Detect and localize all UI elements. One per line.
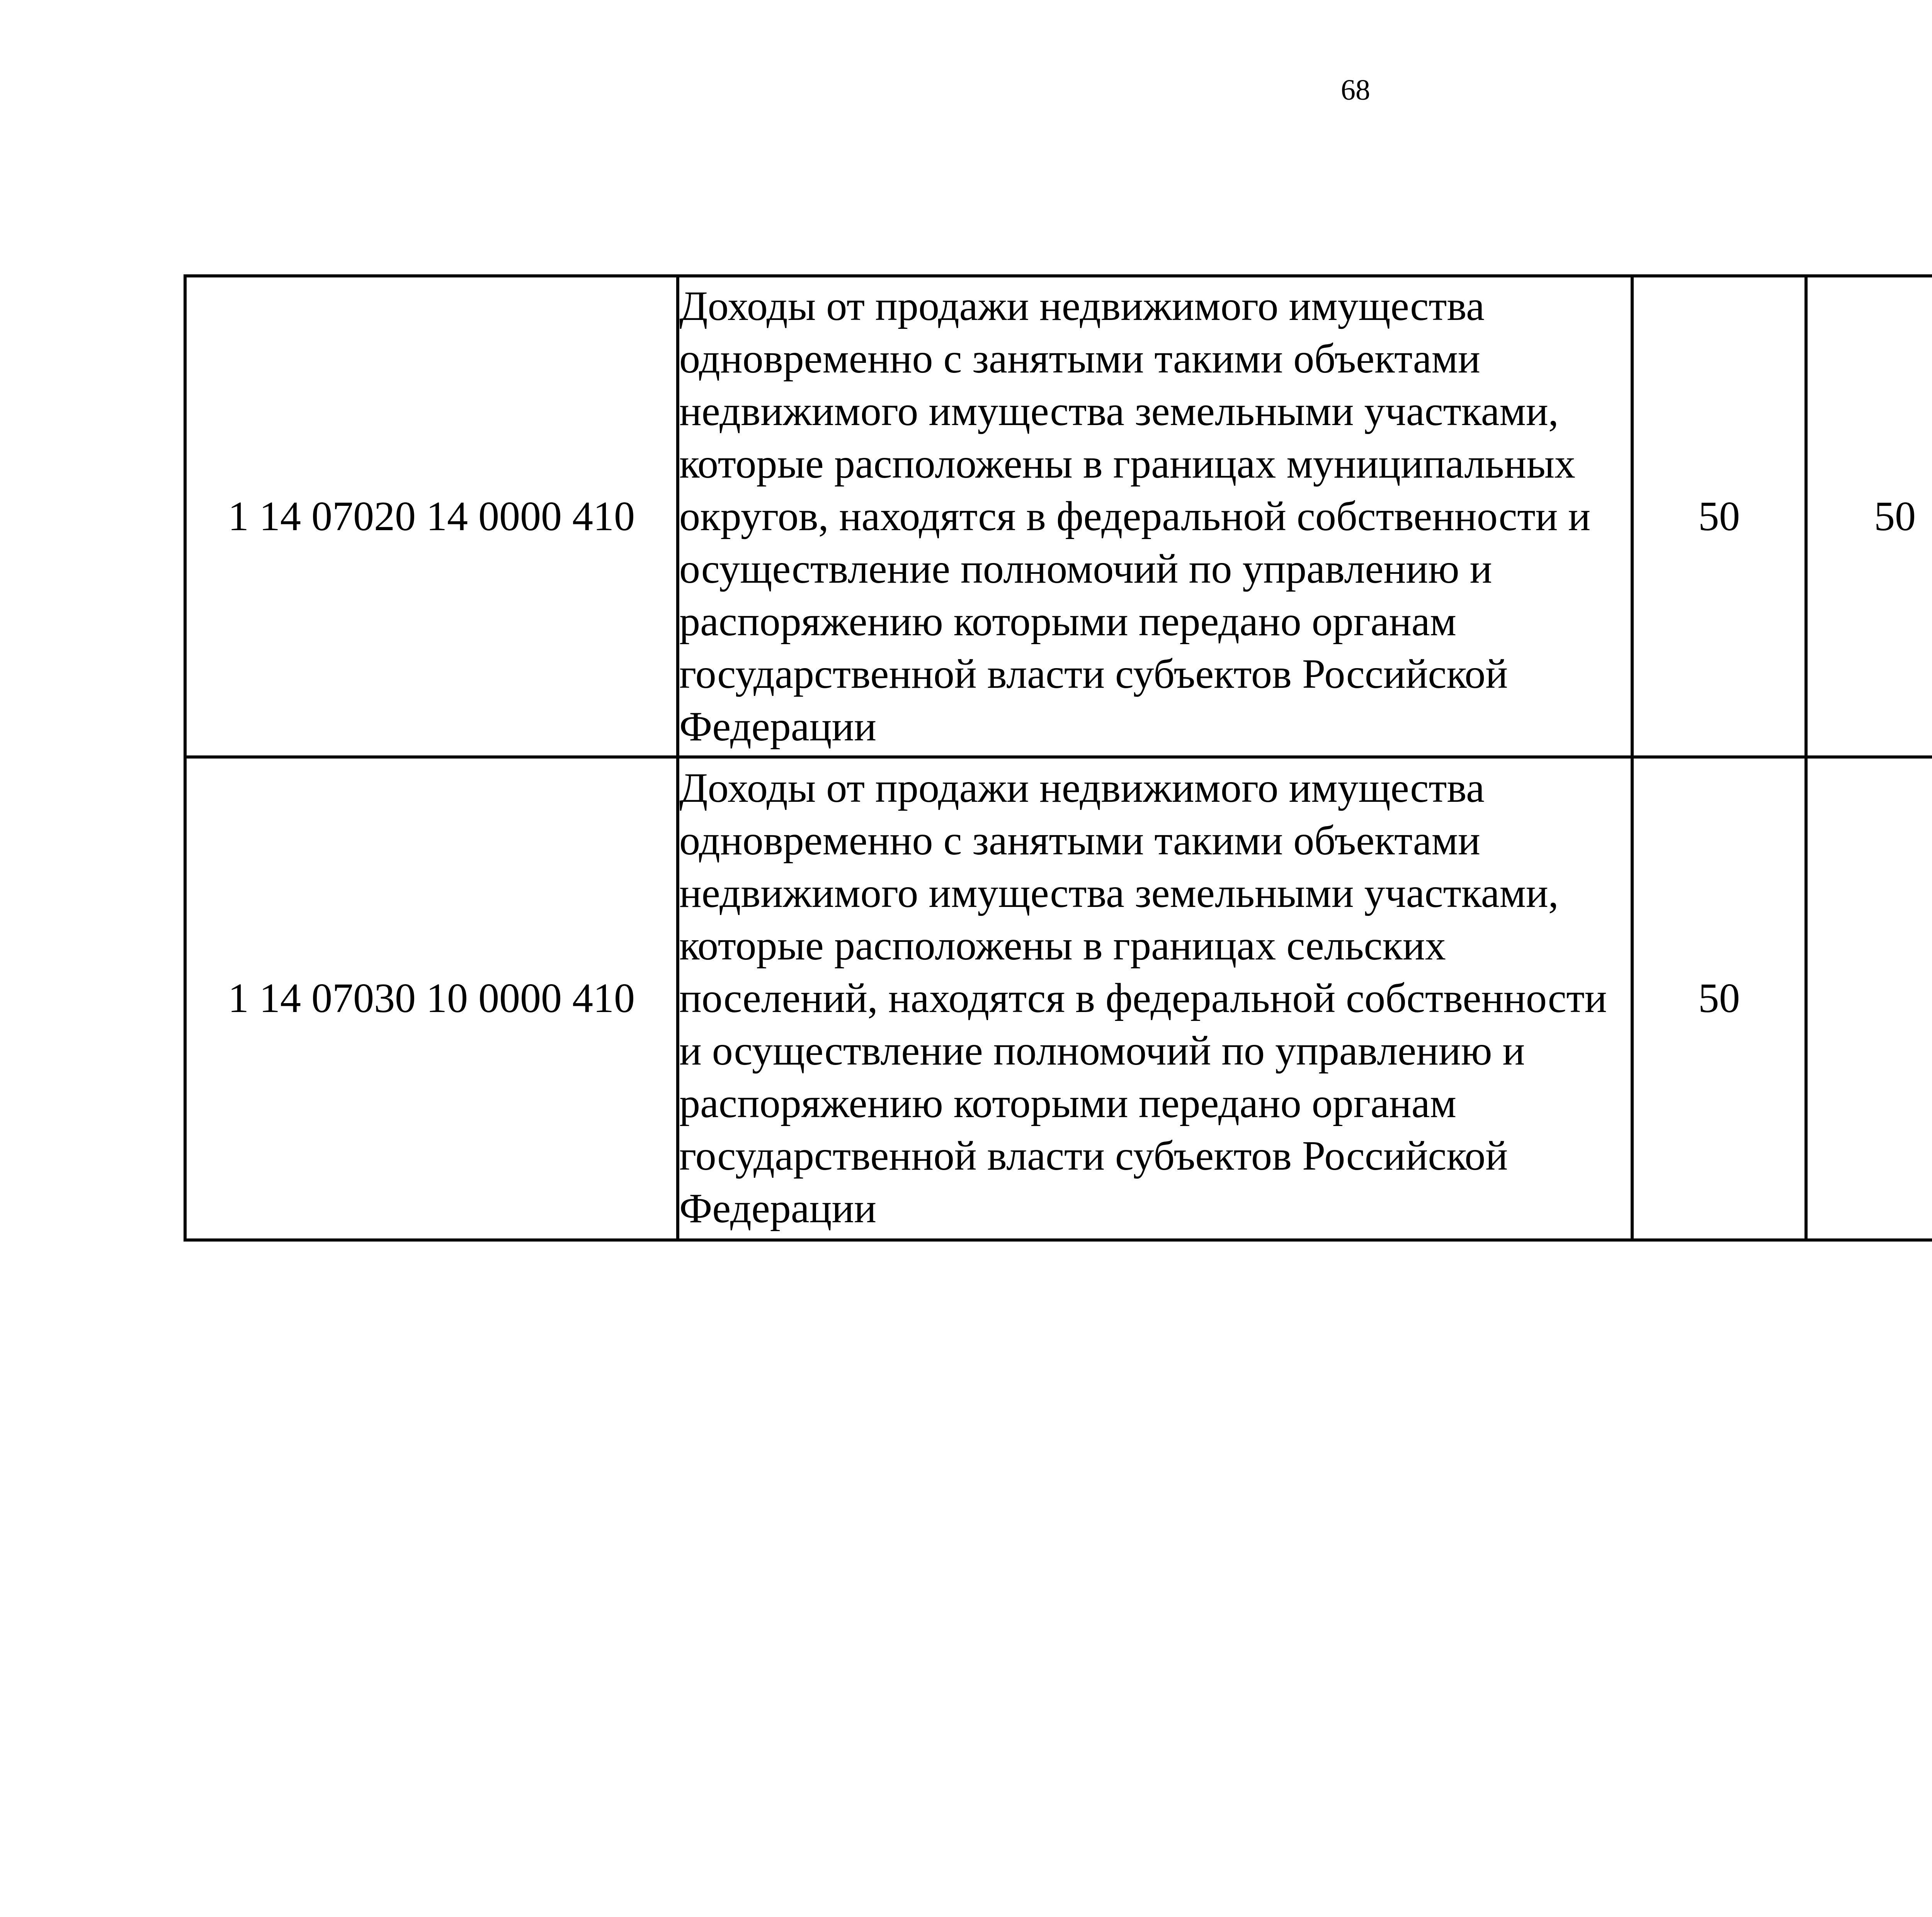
budget-code-cell: 1 14 07030 10 0000 410 [185,757,678,1240]
share-value-cell: 50 [1632,276,1806,757]
revenue-distribution-table [184,274,1932,1242]
table-row [185,757,1932,1240]
table-row [185,276,1932,757]
page-number: 68 [1341,74,1370,106]
share-value-cell: 50 [1632,757,1806,1240]
income-description-cell: Доходы от продажи недвижимого имущества одновременно с занятыми такими объектами недвижимого имущества земельными участками, которые расположены в границах муниципальных округов, находятся в федеральной собственности и осуществление полномочий по управлению и распоряжению которыми передано органам государственной власти субъектов Российской Федерации [678,276,1632,757]
income-description-cell: Доходы от продажи недвижимого имущества одновременно с занятыми такими объектами недвижимого имущества земельными участками, которые расположены в границах сельских поселений, находятся в федеральной собственности и осуществление полномочий по управлению и распоряжению которыми передано органам государственной власти субъектов Российской Федерации [678,757,1632,1240]
share-value-cell: 50 [1806,276,1932,757]
share-value-cell [1806,757,1932,1240]
budget-code-cell: 1 14 07020 14 0000 410 [185,276,678,757]
